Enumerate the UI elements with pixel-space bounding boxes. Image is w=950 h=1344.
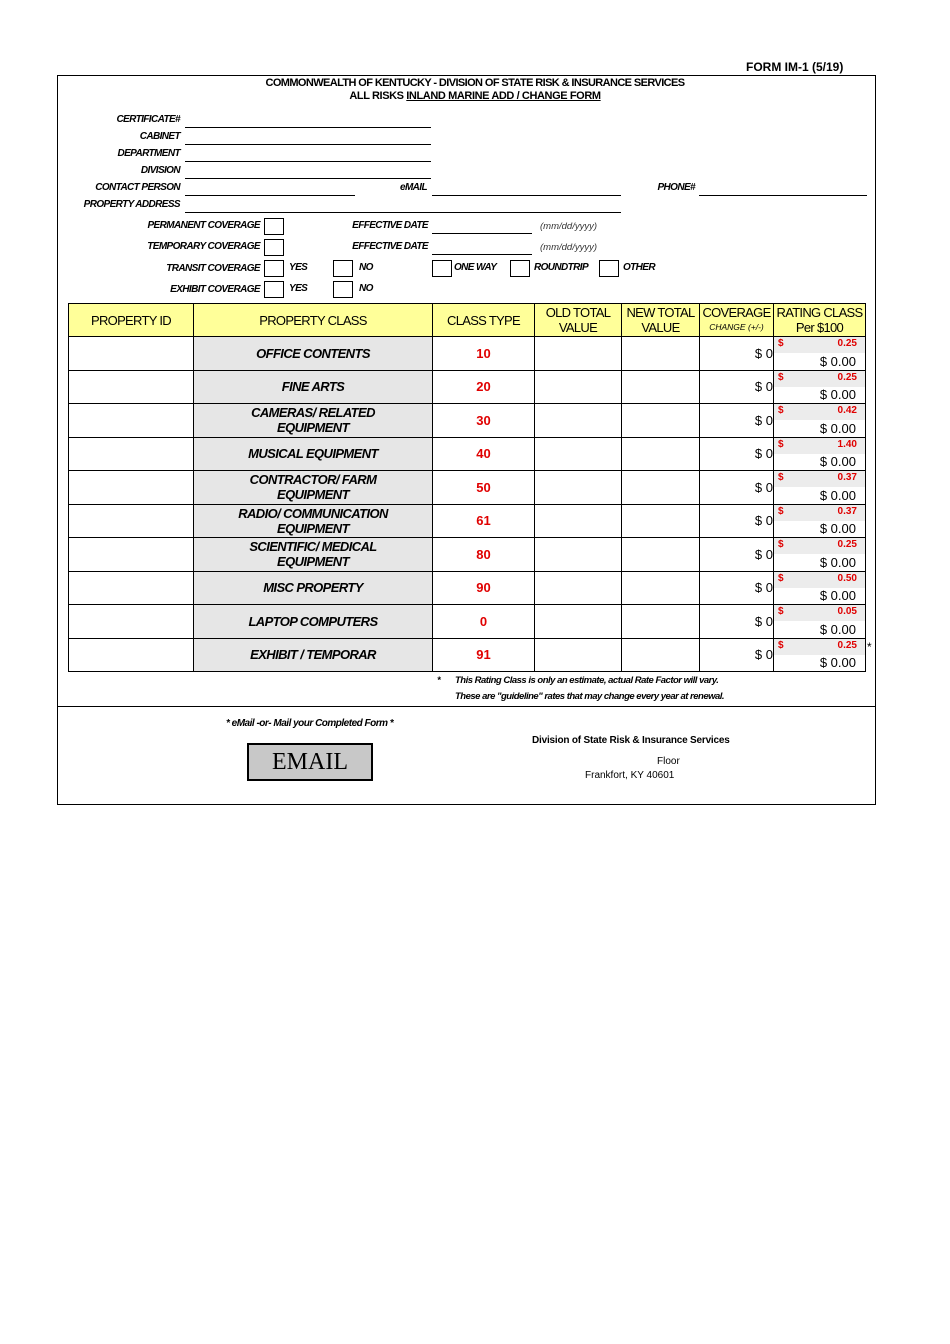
property-class-line1: MUSICAL EQUIPMENT [248, 446, 378, 462]
rate-dollar: $ [778, 639, 784, 651]
rating-class-cell [774, 638, 866, 672]
property-class-cell [194, 638, 433, 672]
new-total-value-cell[interactable] [622, 571, 700, 605]
rate-value: 0.50 [837, 572, 857, 584]
rating-class-cell [774, 605, 866, 639]
subtitle-underlined: INLAND MARINE ADD / CHANGE FORM [406, 90, 601, 102]
property-class-cell [194, 605, 433, 639]
transit-no-label: NO [359, 262, 373, 273]
temporary-coverage-label: TEMPORARY COVERAGE [147, 241, 260, 252]
note-line2: These are "guideline" rates that may change every year at renewal. [455, 691, 725, 702]
property-id-cell[interactable] [69, 404, 194, 438]
class-type-cell: 61 [433, 504, 535, 538]
old-total-value-cell[interactable] [535, 471, 622, 505]
header-property-id: PROPERTY ID [69, 304, 194, 337]
property-class-line2: EQUIPMENT [277, 554, 349, 570]
rate-amount: $ 0.00 [819, 420, 856, 436]
coverage-change-cell: $ 0 [700, 638, 774, 672]
rate-amount: $ 0.00 [819, 487, 856, 503]
property-id-cell[interactable] [69, 370, 194, 404]
rating-class-cell [774, 337, 866, 371]
header-class-type: CLASS TYPE [433, 304, 535, 337]
exhibit-no-label: NO [359, 283, 373, 294]
property-class-cell [194, 571, 433, 605]
rate-dollar: $ [778, 606, 784, 617]
property-class-cell [194, 337, 433, 371]
new-total-value-cell[interactable] [622, 538, 700, 572]
table-row [69, 471, 866, 505]
form-title: COMMONWEALTH OF KENTUCKY - DIVISION OF STATE RISK & INSURANCE SERVICES [265, 77, 685, 89]
coverage-change-cell: $ 0 [700, 437, 774, 471]
note-line1: This Rating Class is only an estimate, actual Rate Factor will vary. [455, 675, 719, 686]
rate-amount: $ 0.00 [819, 353, 856, 369]
other-label: OTHER [623, 262, 656, 273]
property-address-input[interactable] [185, 212, 621, 213]
old-total-value-cell[interactable] [535, 370, 622, 404]
property-class-line1: CAMERAS/ RELATED [251, 405, 375, 421]
new-total-value-cell[interactable] [622, 471, 700, 505]
rate-value: 0.37 [837, 472, 857, 483]
old-total-value-cell[interactable] [535, 404, 622, 438]
effective-date-input-1[interactable] [432, 233, 532, 234]
rating-class-cell [774, 370, 866, 404]
table-row [69, 605, 866, 639]
contact-person-label: CONTACT PERSON [95, 182, 180, 193]
property-id-cell[interactable] [69, 638, 194, 672]
old-total-value-cell[interactable] [535, 538, 622, 572]
table-row [69, 571, 866, 605]
rating-class-cell [774, 504, 866, 538]
table-row [69, 337, 866, 371]
coverage-change-cell: $ 0 [700, 337, 774, 371]
property-class-cell [194, 404, 433, 438]
coverage-change-cell: $ 0 [700, 404, 774, 438]
rate-amount: $ 0.00 [819, 588, 856, 603]
exhibit-no-checkbox[interactable] [333, 281, 353, 298]
rating-class-cell [774, 437, 866, 471]
old-total-value-cell[interactable] [535, 437, 622, 471]
rate-dollar: $ [778, 472, 784, 483]
temporary-coverage-checkbox[interactable] [264, 239, 284, 256]
oneway-checkbox[interactable] [432, 260, 452, 277]
table-row [69, 638, 866, 672]
note-star: * [437, 675, 441, 686]
property-id-cell[interactable] [69, 337, 194, 371]
property-id-cell[interactable] [69, 471, 194, 505]
date-hint-1: (mm/dd/yyyy) [540, 221, 597, 232]
new-total-value-cell[interactable] [622, 605, 700, 639]
rate-dollar: $ [778, 505, 784, 517]
header-rating-line2: Per $100 [795, 320, 844, 335]
new-total-value-cell[interactable] [622, 370, 700, 404]
property-class-cell [194, 437, 433, 471]
rate-value: 0.25 [837, 338, 857, 349]
rate-dollar: $ [778, 572, 784, 584]
property-id-cell[interactable] [69, 437, 194, 471]
effective-date-label-2: EFFECTIVE DATE [352, 241, 428, 252]
date-hint-2: (mm/dd/yyyy) [540, 242, 597, 253]
old-total-value-cell[interactable] [535, 337, 622, 371]
property-class-line1: FINE ARTS [281, 379, 345, 395]
rate-amount: $ 0.00 [819, 655, 856, 670]
rating-class-cell [774, 404, 866, 438]
class-type-cell: 80 [433, 538, 535, 572]
rate-dollar: $ [778, 371, 784, 383]
rate-value: 1.40 [837, 438, 857, 450]
exhibit-yes-checkbox[interactable] [264, 281, 284, 298]
rate-dollar: $ [778, 338, 784, 349]
phone-label: PHONE# [657, 182, 695, 193]
other-checkbox[interactable] [599, 260, 619, 277]
property-class-line1: MISC PROPERTY [263, 580, 363, 596]
department-input[interactable] [185, 161, 431, 162]
property-class-line1: RADIO/ COMMUNICATION [238, 505, 388, 521]
email-input[interactable] [432, 195, 621, 196]
division-label: DIVISION [140, 165, 180, 176]
email-label: eMAIL [399, 182, 427, 193]
permanent-coverage-label: PERMANENT COVERAGE [147, 220, 260, 231]
effective-date-input-2[interactable] [432, 254, 532, 255]
property-class-line1: CONTRACTOR/ FARM [249, 472, 377, 488]
certificate-input[interactable] [185, 127, 431, 128]
coverage-change-cell: $ 0 [700, 605, 774, 639]
rate-value: 0.25 [837, 371, 857, 383]
header-rating-class [774, 304, 866, 337]
coverage-change-cell: $ 0 [700, 504, 774, 538]
rate-value: 0.25 [837, 639, 857, 651]
form-subtitle [0, 90, 950, 102]
new-total-value-cell[interactable] [622, 337, 700, 371]
property-table [68, 303, 866, 672]
coverage-change-cell: $ 0 [700, 571, 774, 605]
rate-dollar: $ [778, 405, 784, 416]
new-total-value-cell[interactable] [622, 404, 700, 438]
rate-amount: $ 0.00 [819, 521, 856, 536]
class-type-cell: 50 [433, 471, 535, 505]
class-type-cell: 91 [433, 638, 535, 672]
rating-class-cell [774, 571, 866, 605]
row-asterisk: * [867, 640, 872, 654]
table-row [69, 437, 866, 471]
property-address-label: PROPERTY ADDRESS [83, 199, 180, 210]
table-header-row [69, 304, 866, 337]
coverage-change-cell: $ 0 [700, 538, 774, 572]
header-property-class: PROPERTY CLASS [194, 304, 433, 337]
coverage-change-cell: $ 0 [700, 471, 774, 505]
header-rating-line1: RATING CLASS [776, 305, 863, 320]
footer-city: Frankfort, KY 40601 [585, 770, 675, 781]
footer-floor: Floor [657, 756, 680, 767]
property-class-line2: EQUIPMENT [277, 420, 349, 436]
footer-division: Division of State Risk & Insurance Services [532, 735, 730, 746]
new-total-value-cell[interactable] [622, 437, 700, 471]
oneway-label: ONE WAY [454, 262, 497, 273]
roundtrip-checkbox[interactable] [510, 260, 530, 277]
subtitle-prefix: ALL RISKS [349, 90, 407, 102]
rate-value: 0.25 [837, 539, 857, 550]
property-class-line1: LAPTOP COMPUTERS [248, 613, 378, 629]
rate-value: 0.05 [837, 606, 857, 617]
header-coverage-line2: CHANGE (+/-) [709, 322, 764, 332]
mail-note: * eMail -or- Mail your Completed Form * [226, 718, 394, 729]
property-class-cell [194, 538, 433, 572]
rate-dollar: $ [778, 539, 784, 550]
form-id: FORM IM-1 (5/19) [746, 60, 844, 74]
class-type-cell: 0 [433, 605, 535, 639]
rate-dollar: $ [778, 438, 784, 450]
class-type-cell: 10 [433, 337, 535, 371]
header-new-total [622, 304, 700, 337]
table-row [69, 370, 866, 404]
property-class-line2: EQUIPMENT [277, 520, 349, 536]
property-id-cell[interactable] [69, 538, 194, 572]
transit-no-checkbox[interactable] [333, 260, 353, 277]
header-old-total [535, 304, 622, 337]
class-type-cell: 20 [433, 370, 535, 404]
table-row [69, 504, 866, 538]
rate-amount: $ 0.00 [819, 621, 856, 637]
header-old-total-line1: OLD TOTAL [545, 305, 611, 320]
certificate-label: CERTIFICATE# [116, 114, 180, 125]
contact-person-input[interactable] [185, 195, 355, 196]
cabinet-input[interactable] [185, 144, 431, 145]
table-row [69, 404, 866, 438]
header-old-total-line2: VALUE [558, 320, 598, 335]
property-id-cell[interactable] [69, 504, 194, 538]
old-total-value-cell[interactable] [535, 504, 622, 538]
property-class-line1: OFFICE CONTENTS [256, 345, 370, 361]
header-coverage [700, 304, 774, 337]
coverage-change-cell: $ 0 [700, 370, 774, 404]
cabinet-label: CABINET [139, 131, 180, 142]
rate-amount: $ 0.00 [819, 554, 856, 570]
property-class-cell [194, 370, 433, 404]
rate-amount: $ 0.00 [819, 454, 856, 469]
transit-coverage-label: TRANSIT COVERAGE [166, 263, 260, 274]
class-type-cell: 90 [433, 571, 535, 605]
effective-date-label-1: EFFECTIVE DATE [352, 220, 428, 231]
header-coverage-line1: COVERAGE [702, 305, 771, 320]
permanent-coverage-checkbox[interactable] [264, 218, 284, 235]
old-total-value-cell[interactable] [535, 571, 622, 605]
rating-class-cell [774, 471, 866, 505]
property-class-line1: SCIENTIFIC/ MEDICAL [249, 539, 377, 555]
class-type-cell: 40 [433, 437, 535, 471]
property-class-cell [194, 504, 433, 538]
transit-yes-checkbox[interactable] [264, 260, 284, 277]
phone-input[interactable] [699, 195, 867, 196]
old-total-value-cell[interactable] [535, 638, 622, 672]
old-total-value-cell[interactable] [535, 605, 622, 639]
division-input[interactable] [185, 178, 431, 179]
footer-divider [57, 706, 876, 707]
exhibit-coverage-label: EXHIBIT COVERAGE [170, 284, 260, 295]
property-id-cell[interactable] [69, 605, 194, 639]
new-total-value-cell[interactable] [622, 638, 700, 672]
property-class-cell [194, 471, 433, 505]
header-new-total-line2: VALUE [641, 320, 680, 335]
property-class-line1: EXHIBIT / TEMPORAR [250, 647, 376, 663]
rate-value: 0.42 [837, 405, 857, 416]
property-class-line2: EQUIPMENT [277, 487, 349, 503]
property-id-cell[interactable] [69, 571, 194, 605]
rating-class-cell [774, 538, 866, 572]
new-total-value-cell[interactable] [622, 504, 700, 538]
header-new-total-line1: NEW TOTAL [626, 305, 695, 320]
roundtrip-label: ROUNDTRIP [534, 262, 589, 273]
class-type-cell: 30 [433, 404, 535, 438]
email-button[interactable]: EMAIL [247, 743, 373, 781]
exhibit-yes-label: YES [289, 283, 308, 294]
transit-yes-label: YES [289, 262, 308, 273]
rate-value: 0.37 [837, 505, 857, 517]
rate-amount: $ 0.00 [819, 387, 856, 402]
department-label: DEPARTMENT [117, 148, 180, 159]
table-row [69, 538, 866, 572]
